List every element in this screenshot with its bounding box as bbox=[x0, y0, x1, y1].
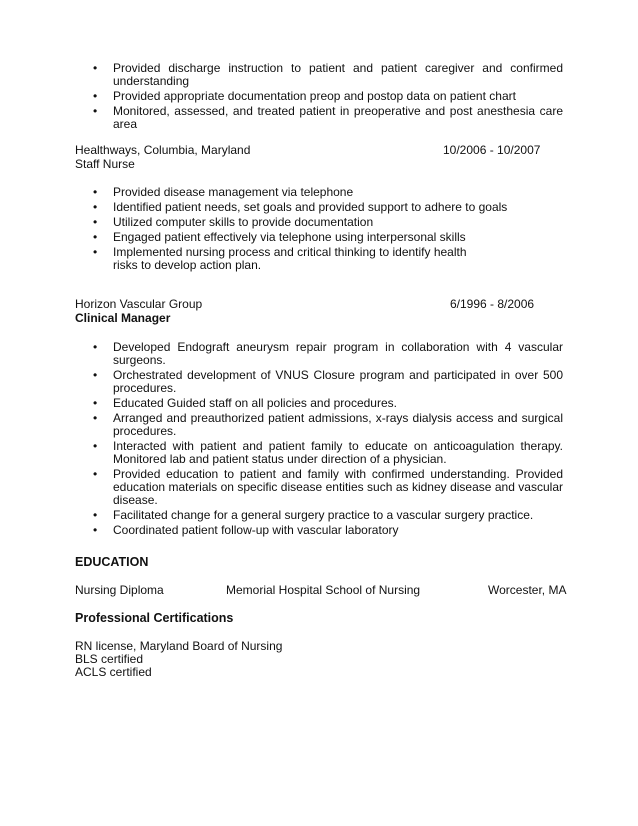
list-item: • Provided education to patient and family with confirmed understanding. Provided education materials on specific disease entities such as kidney disease and vascular disease. bbox=[93, 467, 563, 507]
list-item: • Arranged and preauthorized patient admissions, x-rays dialysis access and surgical procedures. bbox=[93, 411, 563, 438]
healthways-bullets bbox=[93, 186, 563, 274]
list-item: • Facilitated change for a general surgery practice to a vascular surgery practice. bbox=[93, 508, 534, 522]
list-item: • Orchestrated development of VNUS Closure program and participated in over 500 procedures. bbox=[93, 368, 563, 395]
certifications-heading: Professional Certifications bbox=[75, 611, 234, 625]
list-item: • Educated Guided staff on all policies and procedures. bbox=[93, 396, 397, 410]
previous-job-bullets bbox=[93, 62, 563, 133]
list-item: • Coordinated patient follow-up with vascular laboratory bbox=[93, 523, 399, 537]
list-item: • Implemented nursing process and critical thinking to identify health risks to develop action plan. bbox=[93, 245, 467, 272]
job-title-horizon: Clinical Manager bbox=[75, 311, 171, 325]
job-title-healthways: Staff Nurse bbox=[75, 157, 135, 171]
certification-item: RN license, Maryland Board of Nursing bbox=[75, 639, 283, 653]
list-item: • Monitored, assessed, and treated patient in preoperative and post anesthesia care area bbox=[93, 104, 563, 131]
job-dates-horizon: 6/1996 - 8/2006 bbox=[450, 297, 535, 311]
education-location: Worcester, MA bbox=[488, 583, 567, 597]
list-item: • Identified patient needs, set goals and provided support to adhere to goals bbox=[93, 200, 508, 214]
horizon-bullets bbox=[93, 341, 563, 539]
education-heading: EDUCATION bbox=[75, 555, 149, 569]
list-item: • Developed Endograft aneurysm repair program in collaboration with 4 vascular surgeons. bbox=[93, 340, 563, 367]
certification-item: BLS certified bbox=[75, 652, 144, 666]
list-item: • Engaged patient effectively via telephone using interpersonal skills bbox=[93, 230, 466, 244]
education-diploma: Nursing Diploma bbox=[75, 583, 164, 597]
list-item: • Provided disease management via telephone bbox=[93, 185, 354, 199]
job-dates-healthways: 10/2006 - 10/2007 bbox=[443, 143, 541, 157]
certification-item: ACLS certified bbox=[75, 665, 152, 679]
job-org-healthways: Healthways, Columbia, Maryland bbox=[75, 143, 251, 157]
list-item: • Interacted with patient and patient family to educate on anticoagulation therapy. Monitored lab and patient status under direction of a physician. bbox=[93, 439, 563, 466]
list-item: • Provided discharge instruction to patient and patient caregiver and confirmed understanding bbox=[93, 61, 563, 88]
education-school: Memorial Hospital School of Nursing bbox=[226, 583, 421, 597]
list-item: • Provided appropriate documentation preop and postop data on patient chart bbox=[93, 89, 516, 103]
list-item: • Utilized computer skills to provide documentation bbox=[93, 215, 374, 229]
job-org-horizon: Horizon Vascular Group bbox=[75, 297, 203, 311]
